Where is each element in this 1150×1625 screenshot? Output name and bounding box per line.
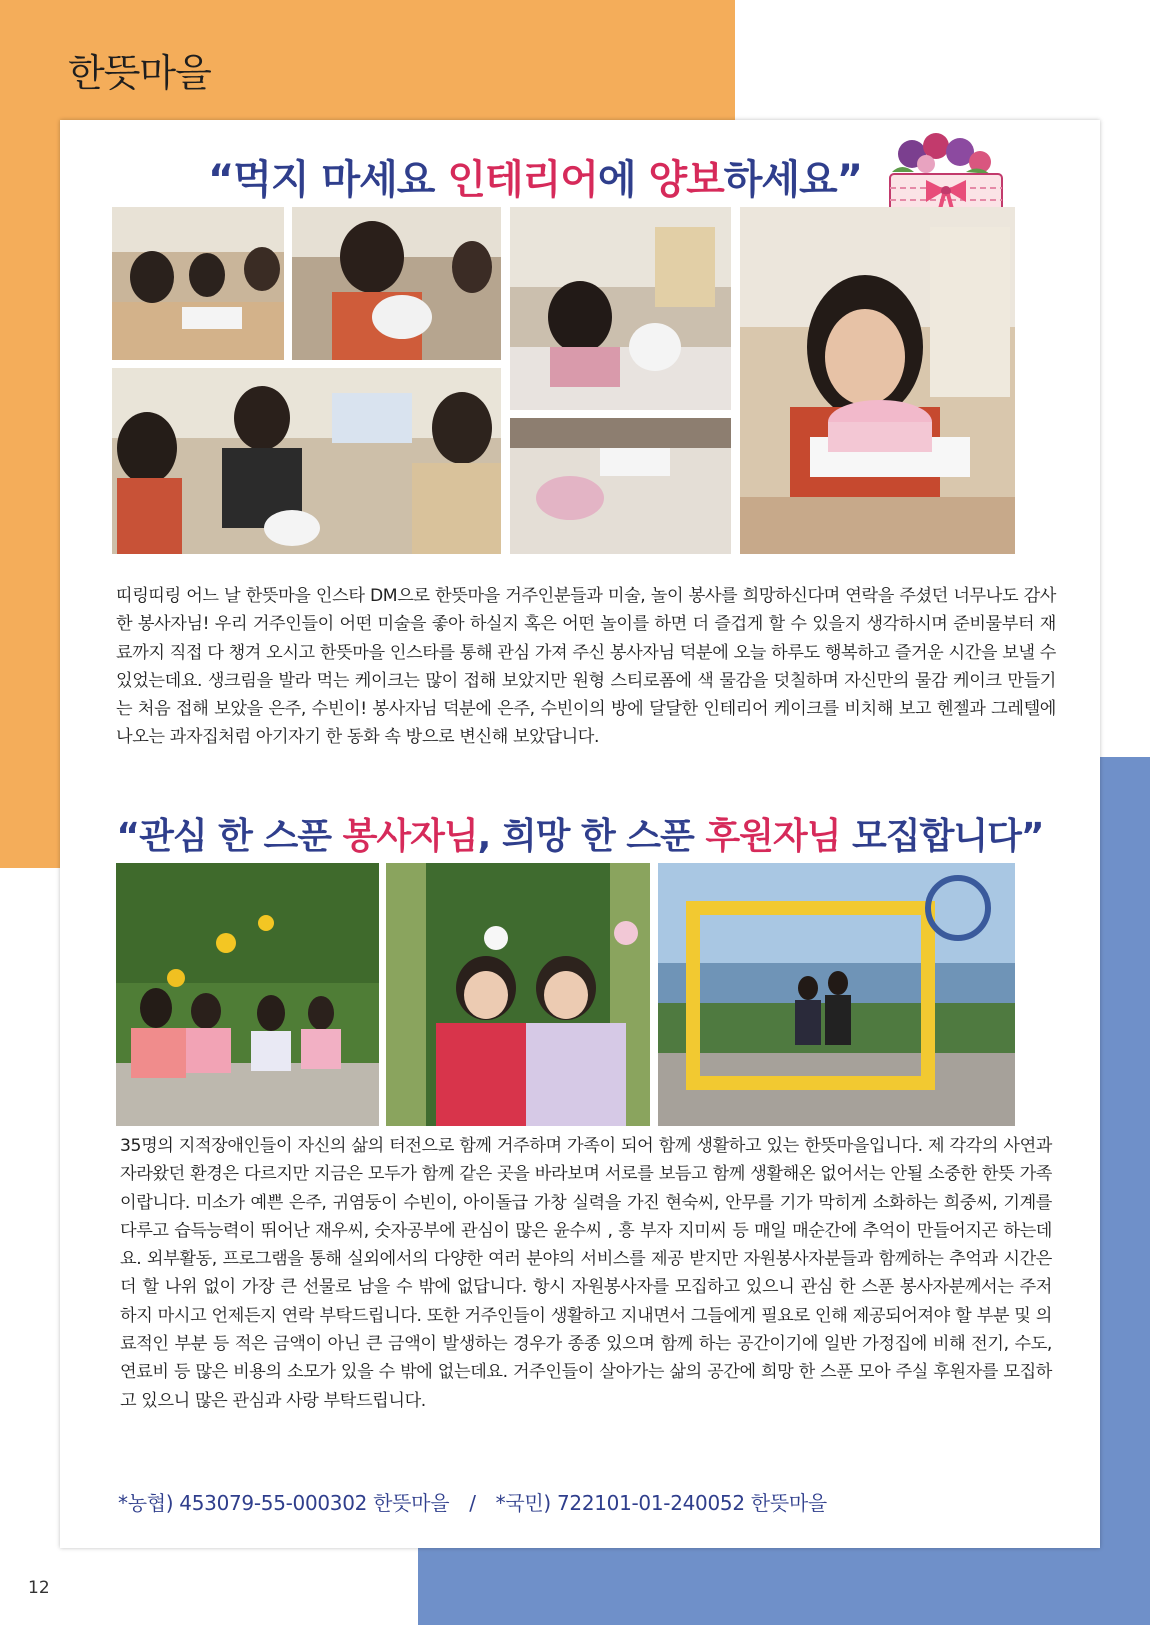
headline-part: “	[208, 157, 234, 203]
headline-part: ”	[836, 157, 862, 203]
headline-part: 먹지 마세요	[233, 157, 448, 203]
headline-part: “	[116, 816, 140, 857]
page-number: 12	[28, 1578, 50, 1598]
account-kookmin: *국민) 722101-01-240052 한뜻마을	[495, 1491, 827, 1515]
headline-part: 관심 한 스푼	[139, 816, 343, 857]
headline-part: ”	[1020, 816, 1044, 857]
account-nonghyup: *농협) 453079-55-000302 한뜻마을	[118, 1491, 450, 1515]
headline-part: 모집합니다	[840, 816, 1021, 857]
photo-two-girls-peace	[386, 863, 650, 1126]
section-title: 한뜻마을	[68, 51, 211, 95]
headline-part: 양보	[648, 157, 724, 203]
photo-girl-painting-cake	[510, 207, 731, 410]
article1-body: 띠링띠링 어느 날 한뜻마을 인스타 DM으로 한뜻마을 거주인분들과 미술, 놀이 봉사를 희망하신다며 연락을 주셨던 너무나도 감사한 봉사자님! 우리 거주인들이 어떤 미술을 좋아 하실지 혹은 어떤 놀이를 하면 더 즐겁게 할 수 있을지 생각하시며 준비물부터 재료까지 직접 다 챙겨 오시고 한뜻마을 인스타를 통해 관심 가져 주신 봉사자님 덕분에 오늘 하루도 행복하고 즐거운 시간을 보낼 수 있었는데요. 생크림을 발라 먹는 케이크는 많이 접해 보았지만 원형 스티로폼에 색 물감을 덧칠하며 자신만의 물감 케이크 만들기는 처음 접해 보았을 은주, 수빈이! 봉사자님 덕분에 은주, 수빈이의 방에 달달한 인테리어 케이크를 비치해 보고 헨젤과 그레텔에 나오는 과자집처럼 아기자기 한 동화 속 방으로 변신해 보았답니다.	[116, 586, 1056, 748]
headline-part: , 희망 한 스푼	[477, 816, 706, 857]
headline-part: 봉사자님	[342, 816, 478, 857]
article2-headline	[60, 808, 1100, 859]
photo-children-drawing	[112, 207, 284, 360]
content-panel	[60, 120, 1100, 1548]
headline-part: 하세요	[723, 157, 837, 203]
photo-girl-painting	[292, 207, 501, 360]
photo-children-watching	[112, 368, 501, 554]
headline-part: 인테리어	[447, 157, 598, 203]
donation-accounts	[118, 1487, 827, 1516]
article2-body: 35명의 지적장애인들이 자신의 삶의 터전으로 함께 거주하며 가족이 되어 함께 생활하고 있는 한뜻마을입니다. 제 각각의 사연과 자라왔던 환경은 다르지만 지금은 모두가 함께 같은 곳을 바라보며 서로를 보듬고 함께 생활해온 없어서는 안될 소중한 한뜻 가족이랍니다. 미소가 예쁜 은주, 귀염둥이 수빈이, 아이돌급 가창 실력을 가진 현숙씨, 안무를 기가 막히게 소화하는 희중씨, 기계를 다루고 습득능력이 뛰어난 재우씨, 숫자공부에 관심이 많은 윤수씨 , 흥 부자 지미씨 등 매일 매순간에 추억이 만들어지곤 하는데요. 외부활동, 프로그램을 통해 실외에서의 다양한 여러 분야의 서비스를 제공 받지만 자원봉사자분들과 함께하는 추억과 시간은 더 할 나위 없이 가장 큰 선물로 남을 수 밖에 없답니다. 항시 자원봉사자를 모집하고 있으니 관심 한 스푼 봉사자분께서는 주저 하지 마시고 언제든지 연락 부탁드립니다. 또한 거주인들이 생활하고 지내면서 그들에게 필요로 인해 제공되어져야 할 부분 및 의료적인 부분 등 적은 금액이 아닌 큰 금액이 발생하는 경우가 종종 있으며 함께 하는 공간이기에 일반 가정집에 비해 전기, 수도, 연료비 등 많은 비용의 소모가 있을 수 밖에 없는데요. 거주인들이 살아가는 삶의 공간에 희망 한 스푼 모아 주실 후원자를 모집하고 있으니 많은 관심과 사랑 부탁드립니다.	[120, 1136, 1052, 1411]
photo-frame-seaside	[658, 863, 1015, 1126]
photo-girl-with-cake	[740, 207, 1015, 554]
photo-painted-bowl	[510, 418, 731, 554]
account-separator: /	[469, 1491, 476, 1515]
photo-group-sunflowers	[116, 863, 379, 1126]
headline-part: 에	[597, 157, 649, 203]
headline-part: 후원자님	[705, 816, 841, 857]
